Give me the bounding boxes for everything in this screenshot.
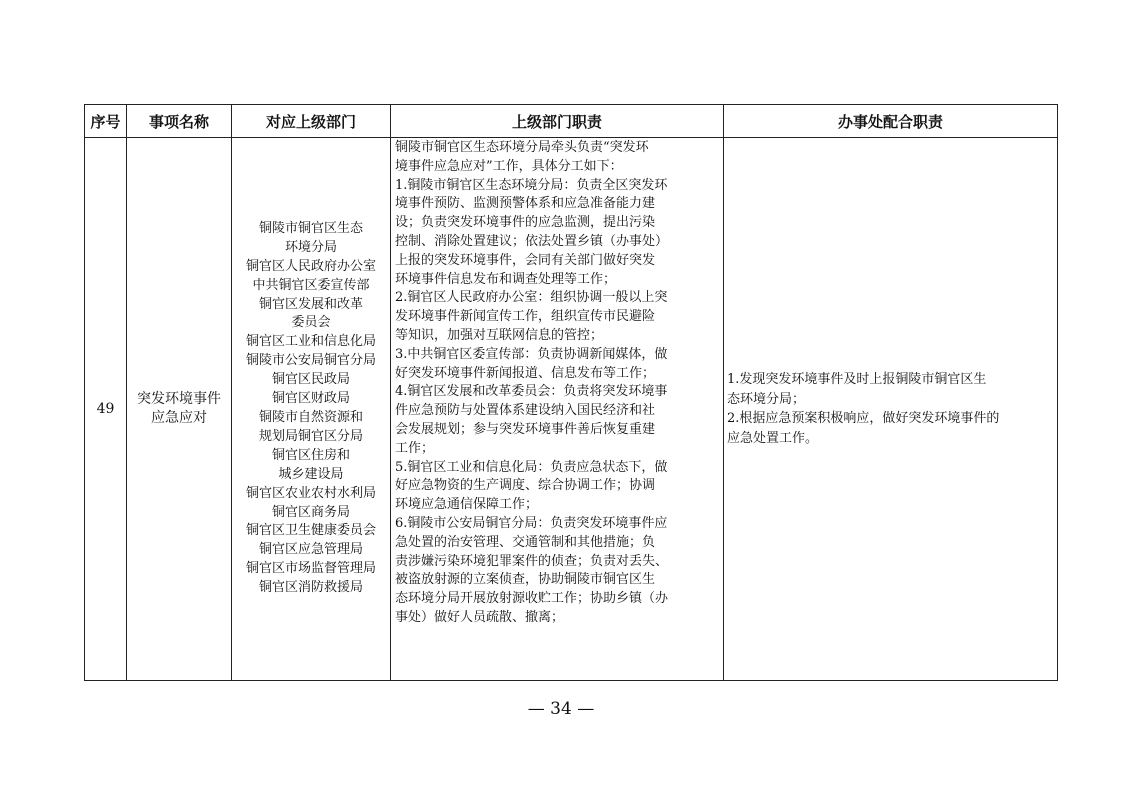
text-line: 应急处置工作。 xyxy=(727,430,819,446)
text-line: 应急应对 xyxy=(151,410,207,426)
text-line: 环境应急通信保障工作； xyxy=(395,497,539,513)
text-line: 委员会 xyxy=(291,315,331,331)
text-line: 2.根据应急预案积极响应，做好突发环境事件的 xyxy=(727,411,1000,426)
text-line: 规划局铜官区分局 xyxy=(258,428,363,444)
text-line: 控制、消除处置建议；依法处置乡镇（办事处） xyxy=(395,233,669,249)
text-line: 6.铜陵市公安局铜官分局：负责突发环境事件应 xyxy=(395,515,668,531)
header-seq: 序号 xyxy=(85,105,127,138)
text-line: 件应急预防与处置体系建设纳入国民经济和社 xyxy=(395,403,656,419)
text-line: 铜官区农业农村水利局 xyxy=(245,485,376,501)
text-line: 境事件预防、监测预警体系和应急准备能力建 xyxy=(395,196,656,212)
text-line: 等知识，加强对互联网信息的管控； xyxy=(395,327,604,343)
office-duty-lines xyxy=(727,370,1054,448)
text-line: 设；负责突发环境事件的应急监测，提出污染 xyxy=(395,215,656,231)
text-line: 城乡建设局 xyxy=(278,466,344,482)
text-line: 被盗放射源的立案侦查，协助铜陵市铜官区生 xyxy=(395,572,656,588)
text-line: 环境分局 xyxy=(284,239,337,255)
superior-duty-lines xyxy=(395,139,719,628)
text-line: 铜陵市铜官区生态 xyxy=(258,220,363,236)
text-line: 1.发现突发环境事件及时上报铜陵市铜官区生 xyxy=(727,372,987,387)
text-line: 发环境事件新闻宣传工作，组织宣传市民避险 xyxy=(395,309,656,325)
duty-table xyxy=(84,104,1058,681)
text-line: 环境事件信息发布和调查处理等工作； xyxy=(395,271,617,287)
text-line: 铜陵市公安局铜官分局 xyxy=(245,353,376,369)
header-item-name: 事项名称 xyxy=(127,105,232,138)
text-line: 铜陵市铜官区生态环境分局牵头负责“突发环 xyxy=(395,140,649,155)
text-line: 铜官区工业和信息化局 xyxy=(245,334,376,350)
text-line: 1.铜陵市铜官区生态环境分局：负责全区突发环 xyxy=(395,177,668,193)
header-superior-dept: 对应上级部门 xyxy=(232,105,391,138)
row-superior-depts xyxy=(232,138,391,681)
text-line: 4.铜官区发展和改革委员会：负责将突发环境事 xyxy=(395,384,668,400)
text-line: 中共铜官区委宣传部 xyxy=(252,277,370,293)
text-line: 事处）做好人员疏散、撤离； xyxy=(395,609,565,625)
text-line: 上报的突发环境事件，会同有关部门做好突发 xyxy=(395,252,656,268)
text-line: 铜官区卫生健康委员会 xyxy=(245,523,376,539)
header-superior-duties: 上级部门职责 xyxy=(391,105,724,138)
text-line: 3.中共铜官区委宣传部：负责协调新闻媒体，做 xyxy=(395,346,668,362)
row-office-duties xyxy=(724,138,1058,681)
text-line: 态环境分局开展放射源收贮工作；协助乡镇（办 xyxy=(395,591,669,607)
text-line: 铜官区民政局 xyxy=(271,372,350,388)
text-line: 好应急物资的生产调度、综合协调工作；协调 xyxy=(395,478,656,494)
text-line: 铜官区人民政府办公室 xyxy=(245,258,376,274)
text-line: 2.铜官区人民政府办公室：组织协调一般以上突 xyxy=(395,290,668,306)
text-line: 铜陵市自然资源和 xyxy=(258,410,363,425)
text-line: 急处置的治安管理、交通管制和其他措施；负 xyxy=(395,534,656,550)
text-line: 工作； xyxy=(395,440,435,456)
dept-lines xyxy=(232,220,390,598)
text-line: 5.铜官区工业和信息化局：负责应急状态下，做 xyxy=(395,459,668,475)
text-line: 会发展规划；参与突发环境事件善后恢复重建 xyxy=(395,421,656,437)
text-line: 铜官区商务局 xyxy=(271,504,350,520)
text-line: 铜官区住房和 xyxy=(271,447,350,463)
page-number: — 34 — xyxy=(527,699,595,719)
text-line: 好突发环境事件新闻报道、信息发布等工作； xyxy=(395,365,656,381)
table-row xyxy=(85,138,1058,681)
header-office-duties: 办事处配合职责 xyxy=(724,105,1058,138)
row-item-name xyxy=(127,138,232,681)
row-seq: 49 xyxy=(85,138,127,681)
text-line: 铜官区财政局 xyxy=(271,391,350,407)
text-line: 态环境分局； xyxy=(727,391,806,407)
text-line: 铜官区发展和改革 xyxy=(258,296,363,312)
row-superior-duties xyxy=(391,138,724,681)
text-line: 铜官区消防救援局 xyxy=(258,580,363,596)
text-line: 境事件应急应对”工作，具体分工如下： xyxy=(395,158,623,174)
item-name-lines xyxy=(127,390,231,428)
text-line: 铜官区市场监督管理局 xyxy=(245,561,376,577)
text-line: 铜官区应急管理局 xyxy=(258,542,363,558)
text-line: 责涉嫌污染环境犯罪案件的侦查；负责对丢失、 xyxy=(395,553,669,569)
text-line: 突发环境事件 xyxy=(137,391,221,407)
header-row xyxy=(85,105,1058,138)
